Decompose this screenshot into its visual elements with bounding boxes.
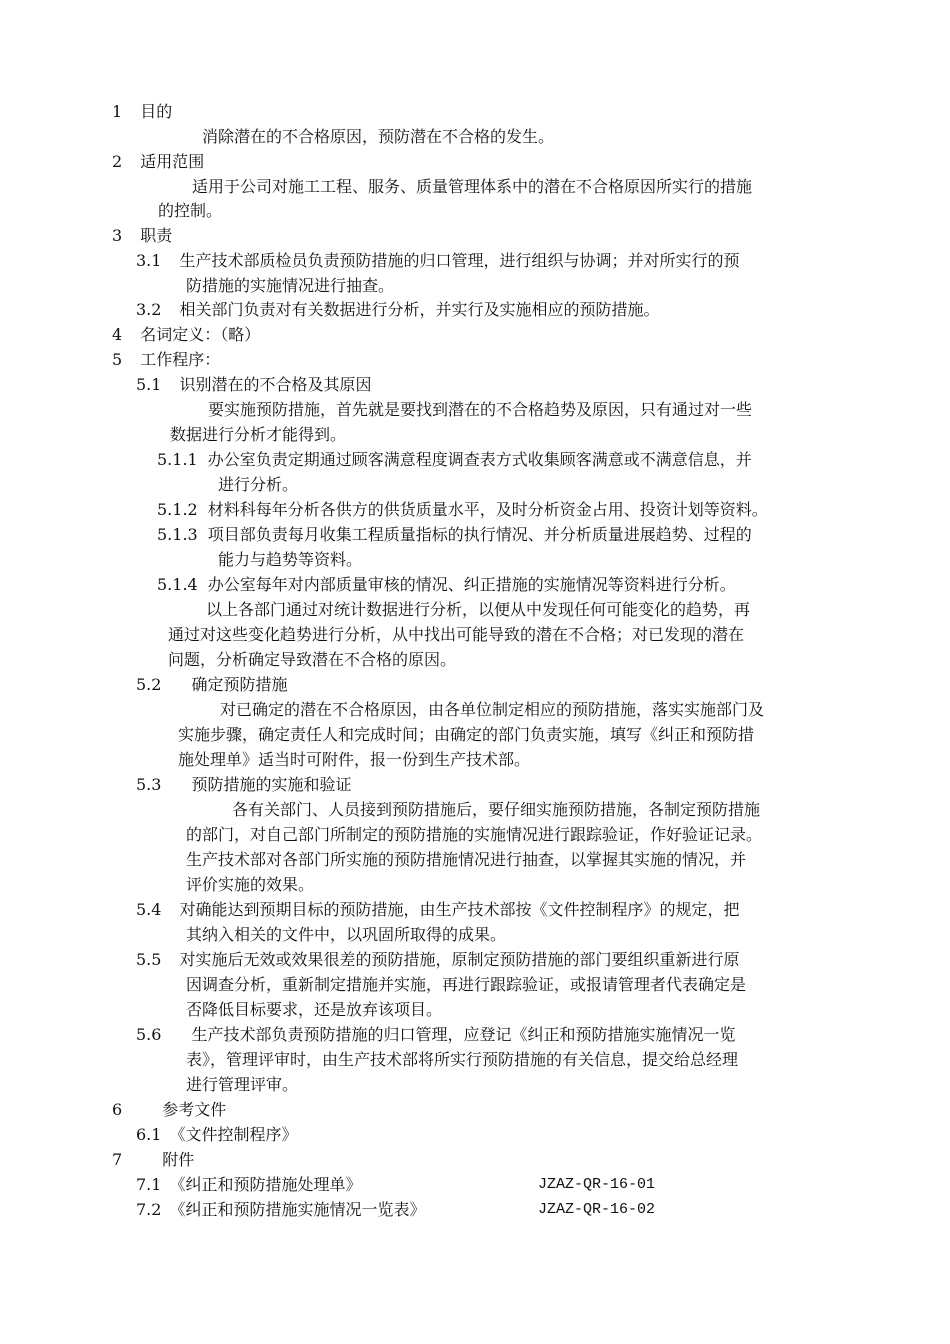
item-5-1-1: 5.1.1 办公室负责定期通过顾客满意程度调查表方式收集顾客满意或不满意信息，并	[157, 450, 752, 469]
paragraph-line: 其纳入相关的文件中，以巩固所取得的成果。	[186, 925, 507, 944]
paragraph-line: 否降低目标要求，还是放弃该项目。	[186, 1000, 443, 1019]
attachment-7-1-code: JZAZ-QR-16-01	[538, 1176, 656, 1193]
section-heading-7: 7 附件	[112, 1150, 195, 1169]
section-heading-2: 2 适用范围	[112, 152, 205, 171]
attachment-7-2: 7.2 《纠正和预防措施实施情况一览表》	[136, 1200, 426, 1219]
paragraph-line: 对已确定的潜在不合格原因，由各单位制定相应的预防措施，落实实施部门及	[220, 700, 765, 719]
paragraph-line: 进行管理评审。	[186, 1075, 299, 1094]
section-heading-4: 4 名词定义：（略）	[112, 325, 261, 344]
paragraph-line: 因调查分析，重新制定措施并实施，再进行跟踪验证，或报请管理者代表确定是	[186, 975, 747, 994]
subsection-5-5: 5.5 对实施后无效或效果很差的预防措施，原制定预防措施的部门要组织重新进行原	[136, 950, 740, 969]
paragraph-line: 以上各部门通过对统计数据进行分析，以便从中发现任何可能变化的趋势，再	[206, 600, 751, 619]
section-heading-6: 6 参考文件	[112, 1100, 227, 1119]
paragraph-line: 能力与趋势等资料。	[218, 550, 363, 569]
paragraph-line: 问题，分析确定导致潜在不合格的原因。	[168, 650, 457, 669]
section-heading-1: 1 目的	[112, 102, 173, 121]
subsection-3-2: 3.2 相关部门负责对有关数据进行分析，并实行及实施相应的预防措施。	[136, 300, 660, 319]
subsection-5-1: 5.1 识别潜在的不合格及其原因	[136, 375, 372, 394]
attachment-7-1: 7.1 《纠正和预防措施处理单》	[136, 1175, 362, 1194]
paragraph-line: 适用于公司对施工工程、服务、质量管理体系中的潜在不合格原因所实行的措施	[192, 177, 753, 196]
subsection-5-2: 5.2 确定预防措施	[136, 675, 288, 694]
section-heading-3: 3 职责	[112, 226, 173, 245]
item-5-1-4: 5.1.4 办公室每年对内部质量审核的情况、纠正措施的实施情况等资料进行分析。	[157, 575, 736, 594]
paragraph-line: 进行分析。	[218, 475, 299, 494]
paragraph-line: 防措施的实施情况进行抽查。	[186, 276, 395, 295]
paragraph-line: 消除潜在的不合格原因，预防潜在不合格的发生。	[202, 127, 555, 146]
paragraph-line: 实施步骤，确定责任人和完成时间；由确定的部门负责实施，填写《纠正和预防措	[178, 725, 755, 744]
subsection-5-4: 5.4 对确能达到预期目标的预防措施，由生产技术部按《文件控制程序》的规定，把	[136, 900, 740, 919]
paragraph-line: 生产技术部对各部门所实施的预防措施情况进行抽查，以掌握其实施的情况，并	[186, 850, 747, 869]
paragraph-line: 的部门，对自己部门所制定的预防措施的实施情况进行跟踪验证，作好验证记录。	[186, 825, 763, 844]
paragraph-line: 施处理单》适当时可附件，报一份到生产技术部。	[178, 750, 531, 769]
subsection-5-6: 5.6 生产技术部负责预防措施的归口管理，应登记《纠正和预防措施实施情况一览	[136, 1025, 736, 1044]
item-5-1-2: 5.1.2 材料科每年分析各供方的供货质量水平，及时分析资金占用、投资计划等资料。	[157, 500, 768, 519]
paragraph-line: 数据进行分析才能得到。	[170, 425, 347, 444]
subsection-3-1: 3.1 生产技术部质检员负责预防措施的归口管理，进行组织与协调；并对所实行的预	[136, 251, 740, 270]
paragraph-line: 要实施预防措施，首先就是要找到潜在的不合格趋势及原因，只有通过对一些	[208, 400, 753, 419]
paragraph-line: 通过对这些变化趋势进行分析，从中找出可能导致的潜在不合格；对已发现的潜在	[168, 625, 745, 644]
paragraph-line: 评价实施的效果。	[186, 875, 315, 894]
paragraph-line: 各有关部门、人员接到预防措施后，要仔细实施预防措施，各制定预防措施	[232, 800, 761, 819]
attachment-7-2-code: JZAZ-QR-16-02	[538, 1201, 656, 1218]
paragraph-line: 的控制。	[158, 201, 223, 220]
section-heading-5: 5 工作程序：	[112, 350, 221, 369]
item-5-1-3: 5.1.3 项目部负责每月收集工程质量指标的执行情况、并分析质量进展趋势、过程的	[157, 525, 752, 544]
paragraph-line: 表》，管理评审时，由生产技术部将所实行预防措施的有关信息，提交给总经理	[186, 1050, 739, 1069]
reference-6-1: 6.1 《文件控制程序》	[136, 1125, 298, 1144]
subsection-5-3: 5.3 预防措施的实施和验证	[136, 775, 352, 794]
